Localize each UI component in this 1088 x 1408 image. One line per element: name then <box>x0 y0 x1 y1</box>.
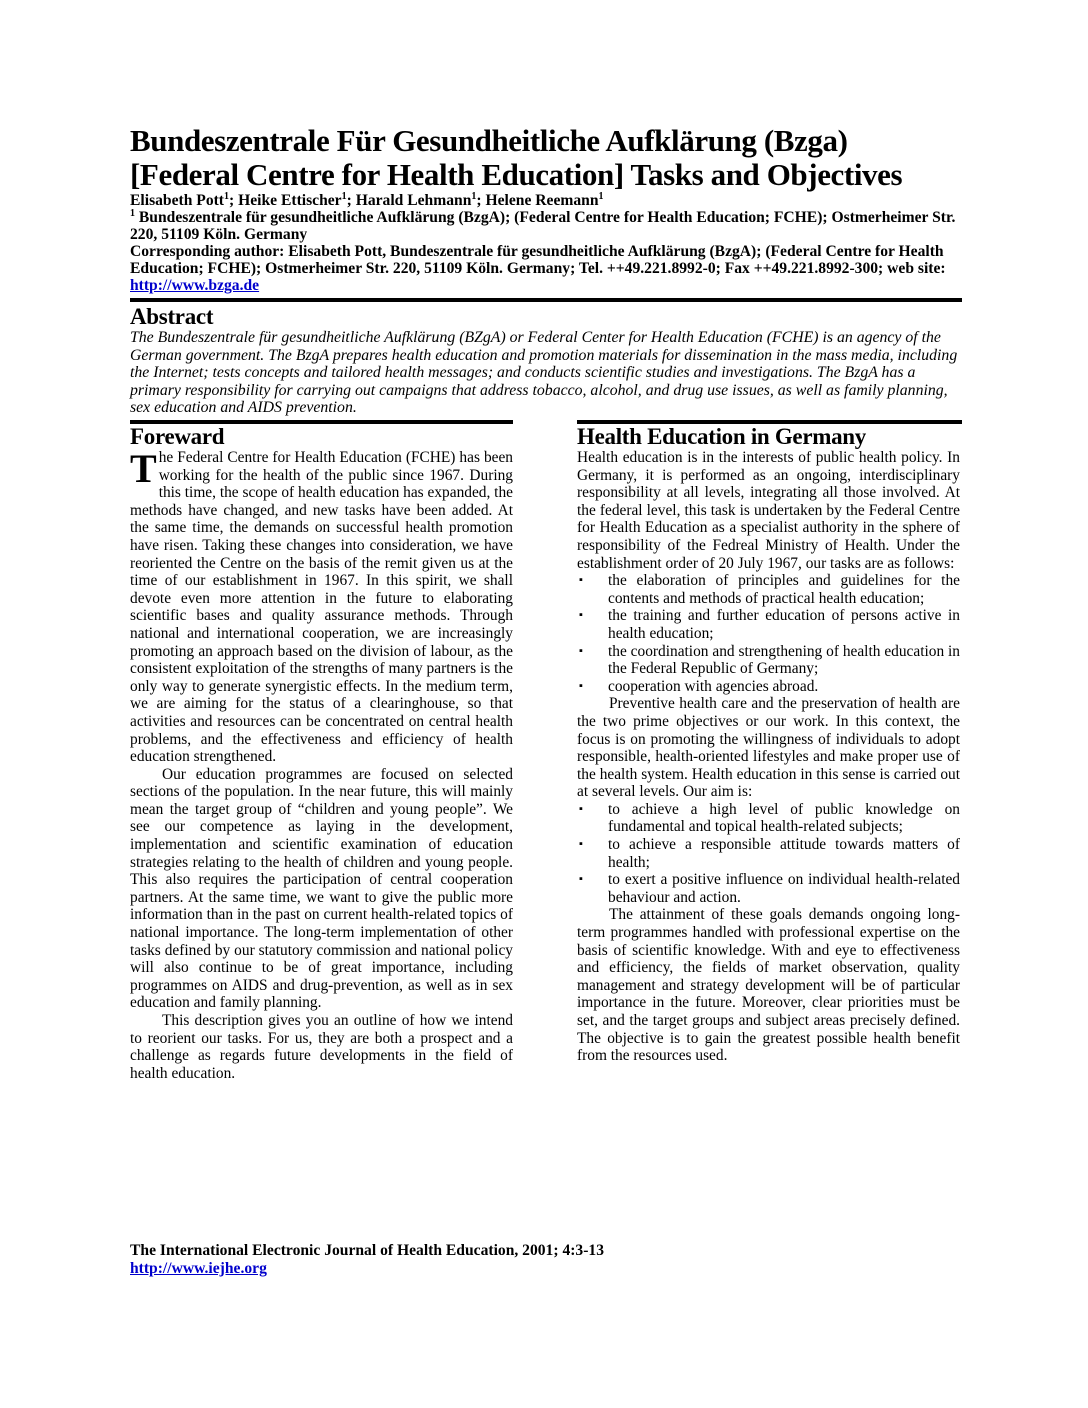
paper-title: Bundeszentrale Für Gesundheitliche Aufklärung (Bzga) [Federal Centre for Health Education] Tasks and Objectives <box>130 123 903 192</box>
author-affil-marker: 1 <box>341 190 347 202</box>
journal-citation: The International Electronic Journal of Health Education, 2001; 4:3-13 <box>130 1242 605 1259</box>
corresponding-text: Corresponding author: Elisabeth Pott, Bundeszentrale für gesundheitliche Aufklärung (BzgA); (Federal Centre for Health Education; FCHE); Ostmerheimer Str. 220, 51109 Köln. Germany; Tel. ++49.221.8992-0; Fax ++49.221.8992-300; web site: <box>130 243 946 277</box>
abstract-heading: Abstract <box>130 304 214 329</box>
foreward-paragraph <box>130 446 513 766</box>
author-name: Harald Lehmann <box>355 192 472 209</box>
foreward-paragraph: This description gives you an outline of how we intend to reorient our tasks. For us, they are both a prospect and a challenge as regards future developments in the field of health education. <box>130 1012 513 1082</box>
journal-website-link[interactable]: http://www.iejhe.org <box>130 1260 267 1277</box>
list-item <box>577 801 960 836</box>
bullet-icon: ▪ <box>579 802 583 815</box>
left-column <box>130 424 513 1082</box>
health-education-heading: Health Education in Germany <box>577 424 867 449</box>
list-item-text: to exert a positive influence on individual health-related behaviour and action. <box>608 871 960 906</box>
author-affil-marker: 1 <box>224 190 229 202</box>
corresponding-author <box>130 243 962 294</box>
aims-list <box>577 801 960 907</box>
right-column <box>577 424 960 1065</box>
list-item <box>577 871 960 906</box>
bullet-icon: ▪ <box>579 609 583 622</box>
health-education-paragraph: Health education is in the interests of public health policy. In Germany, it is performed as an ongoing, interdisciplinary responsibility at all levels, integrating all those involved. At the federal level, this task is undertaken by the Federal Centre for Health Education as a specialist authority in the sphere of responsibility of the Fedreal Ministry of Health. Under the establishment order of 20 July 1967, our tasks are as follows: <box>577 449 960 572</box>
list-item <box>577 678 960 696</box>
foreward-heading: Foreward <box>130 424 225 449</box>
author-name: Heike Ettischer <box>238 192 342 209</box>
affiliation-text: Bundeszentrale für gesundheitliche Aufklärung (BzgA); (Federal Centre for Health Education; FCHE); Ostmerheimer Str. 220, 51109 Köln. Germany <box>130 209 956 243</box>
list-item-text: the coordination and strengthening of health education in the Federal Republic of Germany; <box>608 642 960 678</box>
list-item-text: to achieve a high level of public knowledge on fundamental and topical health-related subjects; <box>608 800 960 836</box>
list-item-text: the elaboration of principles and guidelines for the contents and methods of practical health education; <box>608 572 960 607</box>
tasks-list <box>577 572 960 695</box>
list-item <box>577 643 960 678</box>
bullet-icon: ▪ <box>579 838 583 851</box>
author-affil-marker: 1 <box>471 190 477 202</box>
list-item <box>577 572 960 607</box>
header-rule <box>130 298 962 302</box>
list-item-text: cooperation with agencies abroad. <box>608 677 819 695</box>
drop-cap: T <box>130 446 157 491</box>
abstract-text: The Bundeszentrale für gesundheitliche Aufklärung (BZgA) or Federal Center for Health Education (FCHE) is an agency of the German government. The BzgA prepares health education and promotion materials for dissemination in the mass media, including the Internet; tests concepts and tailored health messages; and conducts scientific studies and investigations. The BzgA has a primary responsibility for carrying out campaigns that address tobacco, alcohol, and drug use issues, as well as family planning, sex education and AIDS prevention. <box>130 329 958 417</box>
foreward-paragraph-text: he Federal Centre for Health Education (FCHE) has been working for the health of the public since 1967. During this time, the scope of health education has expanded, the methods have changed, and new tasks have been added. At the same time, the demands on successful health promotion have risen. Taking these changes into consideration, we have reoriented the Centre on the basis of the remit given us at the time of our establishment in 1967. In this spirit, we shall devote even more attention in the future to elaborating scientific bases and quality assurance methods. Through national and international cooperation, we are increasingly promoting an approach based on the division of labour, as the consistent exploitation of the strengths of many partners is the only way to generate synergistic effects. In the medium term, we are aiming for the status of a clearinghouse, so that activities and resources can be concentrated on central health problems, and the effectiveness and efficiency of health education strengthened. <box>130 449 513 766</box>
bzga-website-link[interactable]: http://www.bzga.de <box>130 277 260 294</box>
author-affil-marker: 1 <box>598 190 604 202</box>
list-item-text: the training and further education of persons active in health education; <box>608 607 960 642</box>
abstract-section <box>130 304 962 417</box>
author-name: Helene Reemann <box>485 192 599 209</box>
list-item <box>577 836 960 871</box>
bullet-icon: ▪ <box>579 873 583 886</box>
bullet-icon: ▪ <box>579 574 583 587</box>
foreward-paragraph: Our education programmes are focused on selected sections of the population. In the near future, this will mainly mean the target group of “children and young people”. We see our competence as laying in the development, implementation and scientific examination of education strategies relating to the health of children and young people. This also requires the participation of central cooperation partners. At the same time, we want to give the public more information than in the past on current health-related topics of national importance. The long-term implementation of other tasks defined by our statutory commission and national policy will also continue to be of great importance, including programmes on AIDS and drug-prevention, as well as in sex education and family planning. <box>130 765 513 1012</box>
affiliation <box>130 209 962 243</box>
bullet-icon: ▪ <box>579 679 583 692</box>
author-list: Elisabeth Pott$^1$; Heike Ettischer$^1$; Harald Lehmann$^1$; Helene Reemann$^1$ <box>130 190 604 209</box>
list-item-text: to achieve a responsible attitude towards matters of health; <box>608 836 960 871</box>
list-item <box>577 607 960 642</box>
page-footer <box>130 1242 830 1278</box>
bullet-icon: ▪ <box>579 644 583 657</box>
health-education-paragraph: Preventive health care and the preservation of health are the two prime objectives or our work. In this context, the focus is on promoting the willingness of individuals to adopt responsible, health-oriented lifestyles and make proper use of the health system. Health education in this sense is carried out at several levels. Our aim is: <box>577 695 960 801</box>
health-education-paragraph: The attainment of these goals demands ongoing long-term programmes handled with professional expertise on the basis of scientific knowledge. With and eye to effectiveness and efficiency, the fields of market observation, quality management and strategy development will be of particular importance in the future. Moreover, clear priorities must be set, and the target groups and subject areas precisely defined. The objective is to gain the greatest possible health benefit from the resources used. <box>577 906 960 1065</box>
author-name: Elisabeth Pott <box>130 192 224 209</box>
paper-header <box>130 124 962 294</box>
affiliation-marker: 1 <box>130 207 135 219</box>
